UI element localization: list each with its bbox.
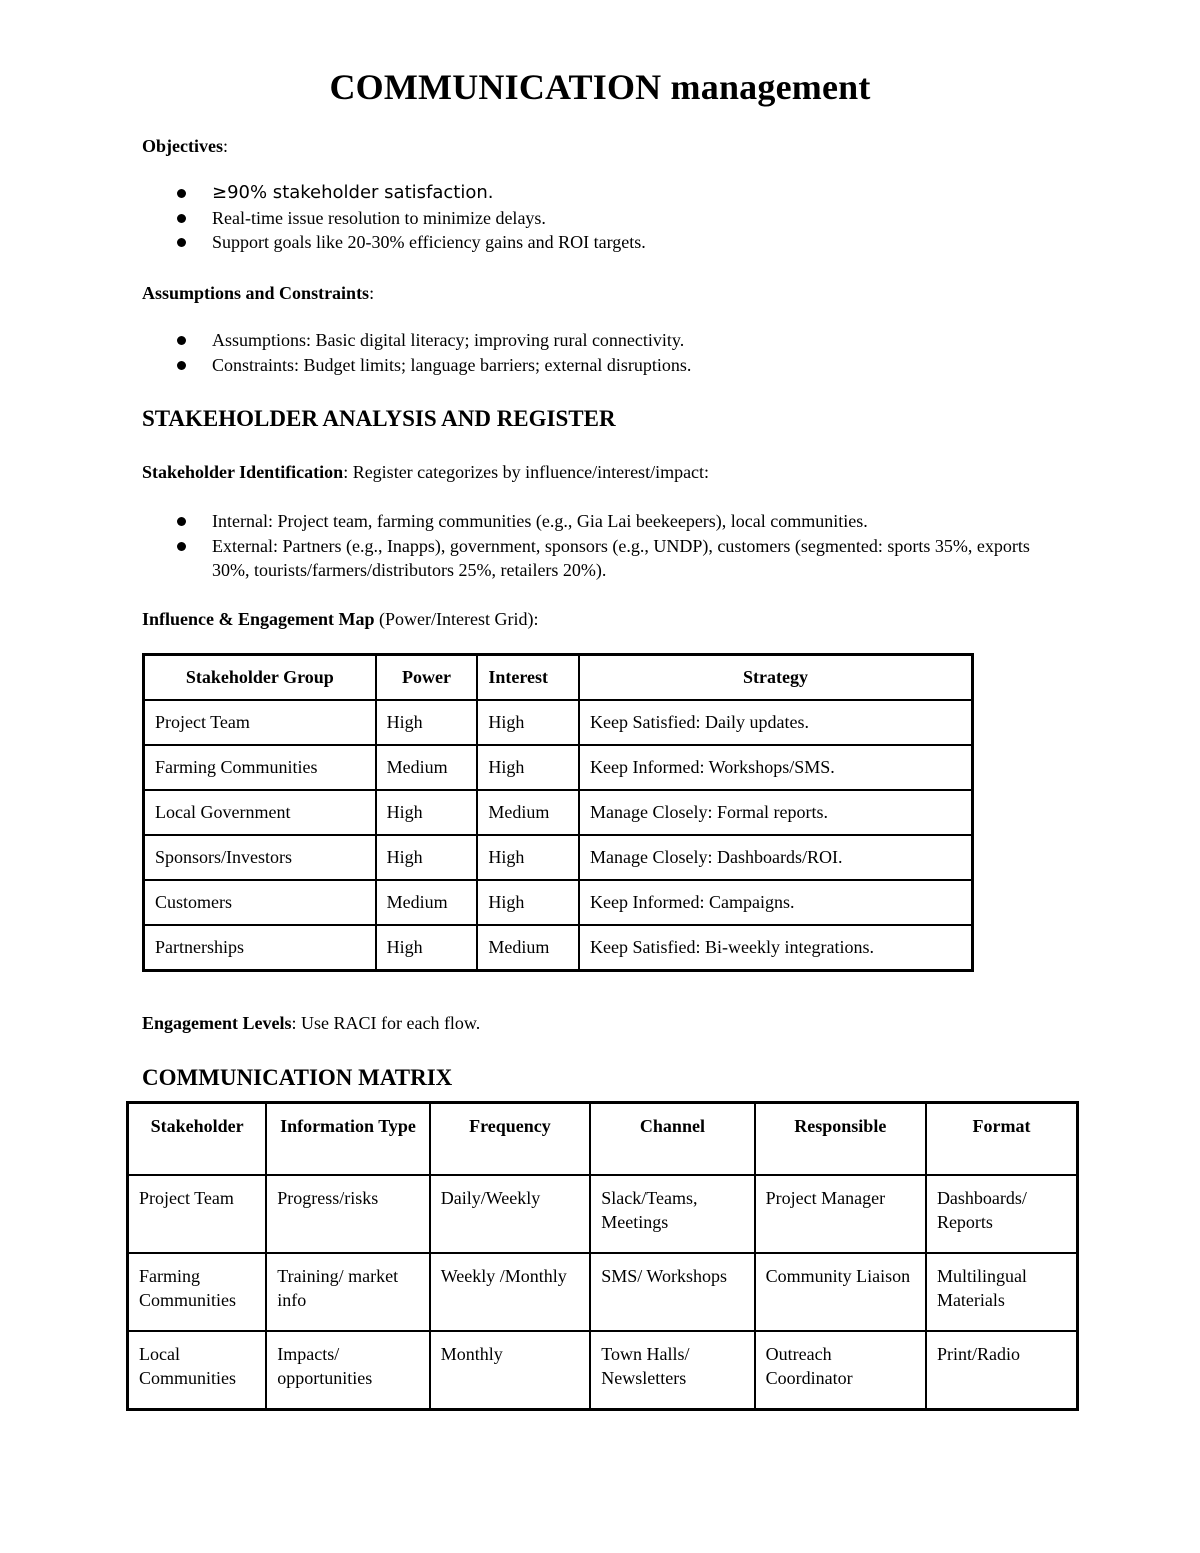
bullet-icon <box>177 517 186 526</box>
table-cell: High <box>376 835 478 880</box>
table-row <box>144 790 973 835</box>
table-cell: SMS/ Workshops <box>590 1253 754 1331</box>
table-cell: Town Halls/ Newsletters <box>590 1331 754 1410</box>
objectives-heading <box>142 134 228 158</box>
engagement-text: : Use RACI for each flow. <box>291 1013 481 1033</box>
assumptions-heading <box>142 281 374 305</box>
stakeholder-section-heading: STAKEHOLDER ANALYSIS AND REGISTER <box>142 406 616 431</box>
table-cell: Farming Communities <box>144 745 376 790</box>
stakeholder-identification <box>142 460 709 484</box>
bullet-icon <box>177 336 186 345</box>
table-cell: High <box>477 835 579 880</box>
objective-text: ≥90% stakeholder satisfaction. <box>212 182 494 203</box>
list-item <box>142 230 646 255</box>
table-row <box>128 1175 1078 1253</box>
column-header: Power <box>376 655 478 701</box>
column-header: Frequency <box>430 1103 591 1176</box>
table-cell: Training/ market info <box>266 1253 429 1331</box>
table-cell: Monthly <box>430 1331 591 1410</box>
table-cell: Progress/risks <box>266 1175 429 1253</box>
table-row <box>128 1253 1078 1331</box>
table-cell: Outreach Coordinator <box>755 1331 926 1410</box>
table-cell: Slack/Teams, Meetings <box>590 1175 754 1253</box>
table-cell: Sponsors/Investors <box>144 835 376 880</box>
stakeholder-text: External: Partners (e.g., Inapps), government, sponsors (e.g., UNDP), customers (segmented: sports 35%, exports 30%, tourists/farmers/distributors 25%, retailers 20%). <box>212 535 1030 580</box>
table-cell: Keep Informed: Campaigns. <box>579 880 972 925</box>
table-cell: Daily/Weekly <box>430 1175 591 1253</box>
table-cell: Medium <box>477 790 579 835</box>
table-cell: Keep Satisfied: Bi-weekly integrations. <box>579 925 972 971</box>
engagement-levels <box>142 1011 480 1035</box>
table-cell: Project Team <box>128 1175 267 1253</box>
column-header: Information Type <box>266 1103 429 1176</box>
influence-map-heading <box>142 607 538 631</box>
column-header: Stakeholder Group <box>144 655 376 701</box>
assumptions-list <box>142 328 691 377</box>
assumptions-label: Assumptions and Constraints <box>142 283 370 303</box>
assumptions-colon: : <box>369 283 375 303</box>
table-cell: High <box>376 790 478 835</box>
table-cell: Keep Informed: Workshops/SMS. <box>579 745 972 790</box>
table-cell: Print/Radio <box>926 1331 1078 1410</box>
table-cell: Customers <box>144 880 376 925</box>
list-item <box>142 328 691 353</box>
table-row <box>144 925 973 971</box>
identification-text: : Register categorizes by influence/interest/impact: <box>343 462 710 482</box>
table-row <box>144 700 973 745</box>
bullet-icon <box>177 238 186 247</box>
identification-label: Stakeholder Identification <box>142 462 344 482</box>
table-row <box>128 1331 1078 1410</box>
table-header-row <box>128 1103 1078 1176</box>
table-cell: High <box>477 745 579 790</box>
assumption-text: Assumptions: Basic digital literacy; improving rural connectivity. <box>212 330 685 350</box>
column-header: Responsible <box>755 1103 926 1176</box>
table-row <box>144 835 973 880</box>
table-cell: Partnerships <box>144 925 376 971</box>
map-text: (Power/Interest Grid): <box>374 609 539 629</box>
table-cell: Local Communities <box>128 1331 267 1410</box>
list-item <box>142 206 646 231</box>
table-cell: Medium <box>477 925 579 971</box>
objective-text: Real-time issue resolution to minimize delays. <box>212 207 546 228</box>
table-header-row <box>144 655 973 701</box>
table-cell: Medium <box>376 745 478 790</box>
objectives-colon: : <box>222 136 228 156</box>
stakeholder-text: Internal: Project team, farming communities (e.g., Gia Lai beekeepers), local communities. <box>212 511 868 531</box>
map-label: Influence & Engagement Map <box>142 609 375 629</box>
table-cell: Project Manager <box>755 1175 926 1253</box>
table-cell: High <box>376 700 478 745</box>
table-cell: Project Team <box>144 700 376 745</box>
table-cell: Manage Closely: Formal reports. <box>579 790 972 835</box>
bullet-icon <box>177 542 186 551</box>
table-cell: Weekly /Monthly <box>430 1253 591 1331</box>
column-header: Strategy <box>579 655 972 701</box>
list-item <box>142 534 1042 583</box>
communication-matrix-table <box>126 1101 1079 1411</box>
table-cell: High <box>477 700 579 745</box>
objectives-label: Objectives <box>142 136 223 156</box>
table-cell: Local Government <box>144 790 376 835</box>
table-cell: Farming Communities <box>128 1253 267 1331</box>
table-cell: Manage Closely: Dashboards/ROI. <box>579 835 972 880</box>
bullet-icon <box>177 189 186 198</box>
table-cell: Impacts/ opportunities <box>266 1331 429 1410</box>
stakeholder-list <box>142 509 1042 583</box>
engagement-label: Engagement Levels <box>142 1013 292 1033</box>
document-title: COMMUNICATION management <box>329 67 871 107</box>
list-item <box>142 353 691 378</box>
table-row <box>144 745 973 790</box>
assumption-text: Constraints: Budget limits; language barriers; external disruptions. <box>212 354 692 375</box>
power-interest-table <box>142 653 974 972</box>
table-row <box>144 880 973 925</box>
bullet-icon <box>177 361 186 370</box>
objectives-list <box>142 181 646 255</box>
table-cell: Community Liaison <box>755 1253 926 1331</box>
bullet-icon <box>177 214 186 223</box>
column-header: Stakeholder <box>128 1103 267 1176</box>
table-cell: High <box>376 925 478 971</box>
matrix-section-heading: COMMUNICATION MATRIX <box>142 1065 453 1090</box>
table-cell: Medium <box>376 880 478 925</box>
column-header: Format <box>926 1103 1078 1176</box>
table-cell: Multilingual Materials <box>926 1253 1078 1331</box>
table-cell: Keep Satisfied: Daily updates. <box>579 700 972 745</box>
list-item <box>142 509 1042 534</box>
table-cell: Dashboards/ Reports <box>926 1175 1078 1253</box>
table-cell: High <box>477 880 579 925</box>
list-item <box>142 181 646 206</box>
column-header: Interest <box>477 655 579 701</box>
column-header: Channel <box>590 1103 754 1176</box>
objective-text: Support goals like 20-30% efficiency gains and ROI targets. <box>212 232 646 252</box>
